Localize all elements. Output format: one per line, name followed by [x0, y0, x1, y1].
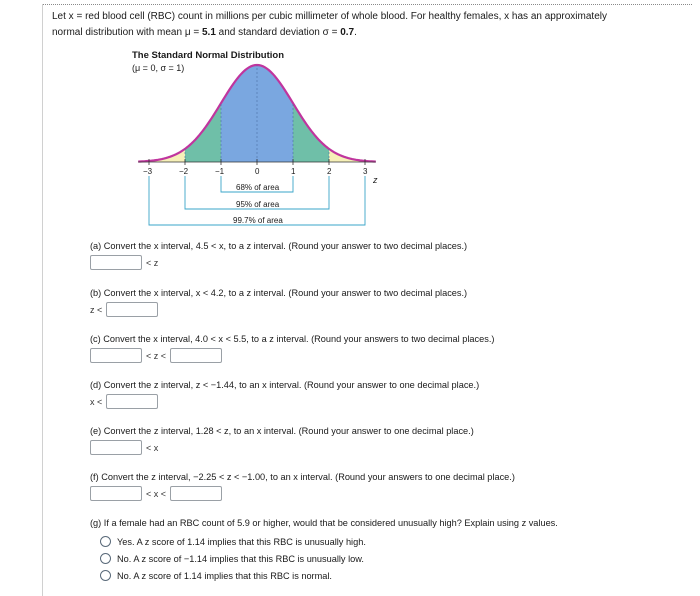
- question-g-text: (g) If a female had an RBC count of 5.9 or higher, would that be considered unusually high? Explain using z values.: [90, 518, 558, 528]
- option-g-3[interactable]: [100, 570, 558, 581]
- answer-f-symbol: < x <: [146, 488, 167, 499]
- question-g: [90, 516, 558, 581]
- question-f-text: (f) Convert the z interval, −2.25 < z < −1.00, to an x interval. (Round your answers to one decimal place.): [90, 472, 515, 482]
- x-tick-label--1: −1: [215, 167, 225, 176]
- option-g-1[interactable]: [100, 536, 558, 547]
- frame-left-border: [42, 4, 43, 596]
- normal-distribution-chart: [120, 45, 390, 230]
- chart-subtitle: (μ = 0, σ = 1): [132, 63, 185, 73]
- answer-f-upper-input[interactable]: [170, 486, 222, 501]
- sd-value: 0.7: [340, 27, 355, 38]
- answer-d-symbol: x <: [90, 396, 103, 407]
- option-g-2[interactable]: [100, 553, 558, 564]
- problem-intro: [52, 9, 682, 41]
- question-c: [90, 332, 494, 363]
- answer-f-lower-input[interactable]: [90, 486, 142, 501]
- x-tick-label-0: 0: [255, 167, 260, 176]
- question-e-text: (e) Convert the z interval, 1.28 < z, to an x interval. (Round your answer to one decimal place.): [90, 426, 474, 436]
- option-g-2-label: No. A z score of −1.14 implies that this RBC is unusually low.: [117, 553, 364, 564]
- answer-b-input[interactable]: [106, 302, 158, 317]
- intro-line-2: normal distribution with mean μ = 5.1 and standard deviation σ = 0.7.: [52, 27, 357, 38]
- intro-line-1: Let x = red blood cell (RBC) count in millions per cubic millimeter of whole blood. For healthy females, x has an approximately: [52, 11, 607, 22]
- x-tick-label--3: −3: [143, 167, 153, 176]
- answer-e-symbol: < x: [146, 442, 159, 453]
- x-tick-label-3: 3: [363, 167, 368, 176]
- band-label-68: 68% of area: [236, 183, 280, 192]
- axis-label-z: z: [373, 175, 378, 185]
- question-e: [90, 424, 474, 455]
- question-a-text: (a) Convert the x interval, 4.5 < x, to a z interval. (Round your answer to two decimal places.): [90, 241, 468, 251]
- frame-top-border: [42, 4, 692, 5]
- x-tick-label--2: −2: [179, 167, 189, 176]
- answer-b-symbol: z <: [90, 304, 103, 315]
- question-f: [90, 470, 515, 501]
- x-tick-label-1: 1: [291, 167, 296, 176]
- option-g-2-radio[interactable]: [100, 553, 111, 564]
- answer-c-symbol: < z <: [146, 350, 167, 361]
- answer-a-symbol: < z: [146, 257, 159, 268]
- answer-d-input[interactable]: [106, 394, 158, 409]
- option-g-3-radio[interactable]: [100, 570, 111, 581]
- mean-value: 5.1: [202, 27, 216, 38]
- question-a: [90, 239, 467, 270]
- question-d: [90, 378, 479, 409]
- option-g-1-label: Yes. A z score of 1.14 implies that this RBC is unusually high.: [117, 536, 366, 547]
- answer-c-lower-input[interactable]: [90, 348, 142, 363]
- x-tick-label-2: 2: [327, 167, 332, 176]
- option-g-3-label: No. A z score of 1.14 implies that this RBC is normal.: [117, 570, 332, 581]
- band-label-997: 99.7% of area: [233, 216, 283, 225]
- question-b: [90, 286, 467, 317]
- chart-title: The Standard Normal Distribution: [132, 50, 285, 61]
- question-c-text: (c) Convert the x interval, 4.0 < x < 5.5, to a z interval. (Round your answers to two decimal places.): [90, 334, 495, 344]
- answer-e-input[interactable]: [90, 440, 142, 455]
- answer-c-upper-input[interactable]: [170, 348, 222, 363]
- question-b-text: (b) Convert the x interval, x < 4.2, to a z interval. (Round your answer to two decimal places.): [90, 288, 468, 298]
- question-d-text: (d) Convert the z interval, z < −1.44, to an x interval. (Round your answer to one decimal place.): [90, 380, 480, 390]
- answer-a-input[interactable]: [90, 255, 142, 270]
- band-label-95: 95% of area: [236, 200, 280, 209]
- option-g-1-radio[interactable]: [100, 536, 111, 547]
